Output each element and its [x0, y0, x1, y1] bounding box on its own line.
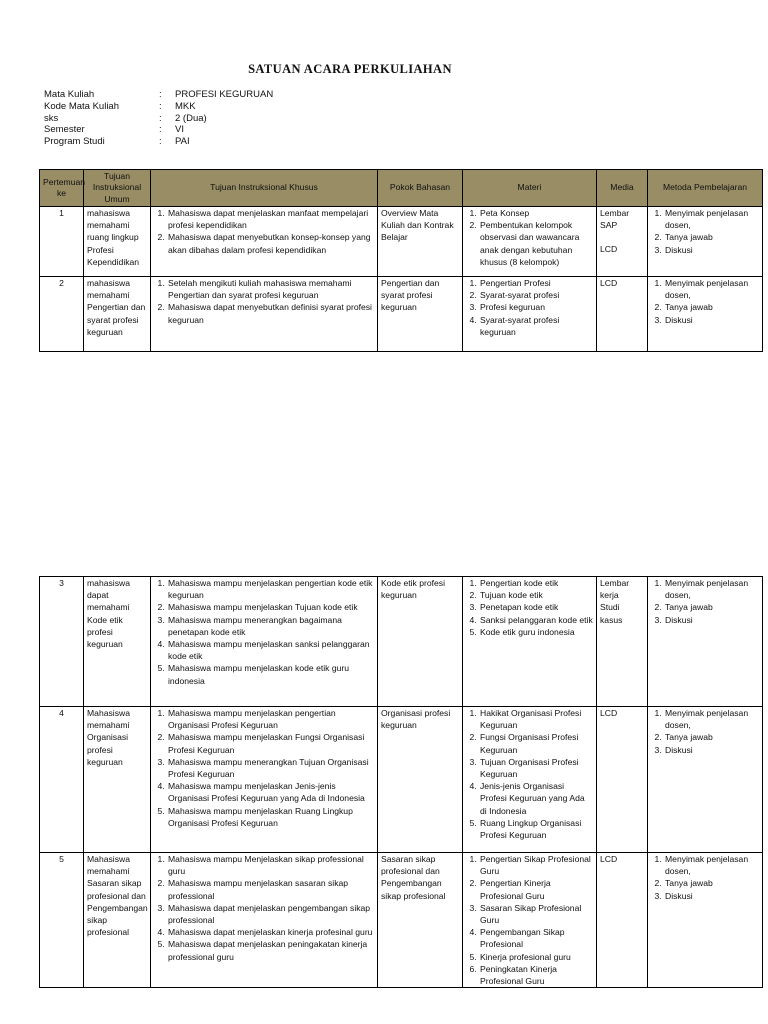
list-item: 1. Mahasiswa mampu menjelaskan pengertian Organisasi Profesi Keguruan — [167, 707, 374, 731]
list-item: 5. Mahasiswa dapat menjelaskan peningakatan kinerja professional guru — [167, 938, 374, 962]
course-info-label: Semester — [44, 124, 85, 136]
course-info-row — [44, 136, 273, 148]
method-list — [651, 277, 759, 326]
list-item: 5. Mahasiswa mampu menjelaskan kode etik guru indonesia — [167, 662, 374, 686]
topic: Overview Mata Kuliah dan Kontrak Belajar — [378, 207, 463, 277]
table-row — [40, 207, 763, 277]
specific-objectives — [151, 707, 378, 853]
course-info-label: Program Studi — [44, 136, 105, 148]
list-item: 6. Peningkatan Kinerja Profesional Guru — [479, 963, 593, 987]
sap-table-page-2 — [39, 576, 763, 988]
list-item: 2. Pengertian Kinerja Profesional Guru — [479, 877, 593, 901]
material — [463, 207, 597, 277]
list-item: 1. Menyimak penjelasan dosen, — [664, 277, 759, 301]
media-item: LCD — [600, 244, 618, 255]
list-item: 1. Pengertian Profesi — [479, 277, 593, 289]
method — [648, 707, 763, 853]
list-item: 3. Mahasiswa mampu menerangkan Tujuan Organisasi Profesi Keguruan — [167, 756, 374, 780]
header-specific-objective: Tujuan Instruksional Khusus — [151, 170, 378, 207]
course-info-row — [44, 124, 273, 136]
list-item: 3. Diskusi — [664, 614, 759, 626]
media — [597, 577, 648, 707]
specific-objectives — [151, 207, 378, 277]
list-item: 1. Menyimak penjelasan dosen, — [664, 853, 759, 877]
list-item: 2. Tujuan kode etik — [479, 589, 593, 601]
header-topic: Pokok Bahasan — [378, 170, 463, 207]
media-item: LCD — [600, 278, 618, 288]
list-item: 2. Mahasiswa dapat menyebutkan definisi syarat profesi keguruan — [167, 301, 374, 325]
method-list — [651, 207, 759, 256]
list-item: 3. Diskusi — [664, 744, 759, 756]
list-item: 4. Mahasiswa mampu menjelaskan Jenis-jenis Organisasi Profesi Keguruan yang Ada di Indonesia — [167, 780, 374, 804]
meeting-number: 5 — [40, 853, 84, 988]
topic: Kode etik profesi keguruan — [378, 577, 463, 707]
media — [597, 707, 648, 853]
general-objective: mahasiswa memahami ruang lingkup Profesi Kependidikan — [84, 207, 151, 277]
document-title: SATUAN ACARA PERKULIAHAN — [248, 62, 452, 76]
meeting-number: 4 — [40, 707, 84, 853]
media-item: LCD — [600, 854, 618, 864]
method-list — [651, 707, 759, 756]
list-item: 2. Fungsi Organisasi Profesi Keguruan — [479, 731, 593, 755]
list-item: 4. Mahasiswa mampu menjelaskan sanksi pelanggaran kode etik — [167, 638, 374, 662]
specific-objectives — [151, 577, 378, 707]
meeting-number: 3 — [40, 577, 84, 707]
method — [648, 277, 763, 352]
list-item: 2. Tanya jawab — [664, 877, 759, 889]
table-row — [40, 707, 763, 853]
list-item: 3. Sasaran Sikap Profesional Guru — [479, 902, 593, 926]
list-item: 4. Pengembangan Sikap Profesional — [479, 926, 593, 950]
course-info-value: PAI — [175, 136, 190, 148]
list-item: 3. Mahasiswa dapat menjelaskan pengembangan sikap professional — [167, 902, 374, 926]
list-item: 1. Menyimak penjelasan dosen, — [664, 207, 759, 231]
course-info-label: Mata Kuliah — [44, 89, 95, 100]
list-item: 4. Mahasiswa dapat menjelaskan kinerja profesinal guru — [167, 926, 374, 938]
list-item: 1. Pengertian Sikap Profesional Guru — [479, 853, 593, 877]
header-general-objective: Tujuan Instruksional Umum — [84, 170, 151, 207]
sap-table-page-1 — [39, 169, 763, 352]
list-item: 4. Sanksi pelanggaran kode etik — [479, 614, 593, 626]
course-info-value: MKK — [175, 100, 196, 112]
course-info-label: sks — [44, 112, 59, 124]
list-item: 3. Penetapan kode etik — [479, 601, 593, 613]
list-item: 2. Pembentukan kelompok observasi dan wawancara anak dengan kebutuhan khusus (8 kelompok) — [479, 219, 593, 268]
list-item: 2. Tanya jawab — [664, 731, 759, 743]
media-item: Studi kasus — [600, 602, 623, 625]
list-item: 3. Tujuan Organisasi Profesi Keguruan — [479, 756, 593, 780]
list-item: 2. Syarat-syarat profesi — [479, 289, 593, 301]
media-item: Lembar SAP — [600, 208, 630, 231]
topic: Organisasi profesi keguruan — [378, 707, 463, 853]
specific-objective-list — [154, 277, 374, 326]
method-list — [651, 577, 759, 626]
course-info-colon: : — [159, 124, 162, 136]
specific-objective-list — [154, 207, 374, 256]
list-item: 5. Kode etik guru indonesia — [479, 626, 593, 638]
list-item: 1. Mahasiswa dapat menjelaskan manfaat mempelajari profesi kependidikan — [167, 207, 374, 231]
course-info-colon: : — [159, 136, 162, 148]
list-item: 2. Mahasiswa dapat menyebutkan konsep-konsep yang akan dibahas dalam profesi kependidikan — [167, 231, 374, 255]
course-info-value: VI — [175, 124, 184, 136]
list-item: 1. Mahasiswa mampu Menjelaskan sikap professional guru — [167, 853, 374, 877]
method — [648, 577, 763, 707]
media-item: LCD — [600, 708, 618, 718]
list-item: 2. Mahasiswa mampu menjelaskan Fungsi Organisasi Profesi Keguruan — [167, 731, 374, 755]
list-item: 2. Tanya jawab — [664, 601, 759, 613]
list-item: 1. Mahasiswa mampu menjelaskan pengertian kode etik keguruan — [167, 577, 374, 601]
header-method: Metoda Pembelajaran — [648, 170, 763, 207]
method — [648, 853, 763, 988]
course-info-value: 2 (Dua) — [175, 112, 207, 124]
specific-objective-list — [154, 853, 374, 963]
list-item: 3. Diskusi — [664, 244, 759, 256]
media — [597, 277, 648, 352]
header-material: Materi — [463, 170, 597, 207]
list-item: 1. Menyimak penjelasan dosen, — [664, 707, 759, 731]
list-item: 4. Syarat-syarat profesi keguruan — [479, 314, 593, 338]
specific-objective-list — [154, 577, 374, 687]
specific-objective-list — [154, 707, 374, 829]
material-list — [466, 207, 593, 268]
general-objective: Mahasiswa memahami Sasaran sikap profesional dan Pengembangan sikap profesional — [84, 853, 151, 988]
course-info-colon: : — [159, 100, 162, 112]
header-media: Media — [597, 170, 648, 207]
list-item: 1. Setelah mengikuti kuliah mahasiswa memahami Pengertian dan syarat profesi keguruan — [167, 277, 374, 301]
media-item: Lembar kerja — [600, 578, 630, 601]
list-item: 1. Menyimak penjelasan dosen, — [664, 577, 759, 601]
topic: Pengertian dan syarat profesi keguruan — [378, 277, 463, 352]
table-row — [40, 277, 763, 352]
list-item: 4. Jenis-jenis Organisasi Profesi Keguruan yang Ada di Indonesia — [479, 780, 593, 817]
material — [463, 577, 597, 707]
list-item: 3. Profesi keguruan — [479, 301, 593, 313]
list-item: 2. Mahasiswa mampu menjelaskan sasaran sikap professional — [167, 877, 374, 901]
method-list — [651, 853, 759, 902]
list-item: 3. Mahasiswa mampu menerangkan bagaimana penetapan kode etik — [167, 614, 374, 638]
course-info-row — [44, 113, 273, 125]
material-list — [466, 707, 593, 841]
course-info — [44, 89, 273, 148]
list-item: 5. Ruang Lingkup Organisasi Profesi Keguruan — [479, 817, 593, 841]
table-row — [40, 577, 763, 707]
media — [597, 853, 648, 988]
list-item: 1. Hakikat Organisasi Profesi Keguruan — [479, 707, 593, 731]
material-list — [466, 853, 593, 987]
course-info-colon: : — [159, 89, 162, 100]
media-item — [600, 231, 644, 243]
specific-objectives — [151, 277, 378, 352]
list-item: 2. Tanya jawab — [664, 231, 759, 243]
material-list — [466, 277, 593, 338]
course-info-row — [44, 89, 273, 101]
meeting-number: 1 — [40, 207, 84, 277]
method — [648, 207, 763, 277]
course-info-colon: : — [159, 112, 162, 124]
meeting-number: 2 — [40, 277, 84, 352]
list-item: 5. Mahasiswa mampu menjelaskan Ruang Lingkup Organisasi Profesi Keguruan — [167, 805, 374, 829]
list-item: 1. Peta Konsep — [479, 207, 593, 219]
course-info-row — [44, 101, 273, 113]
specific-objectives — [151, 853, 378, 988]
media — [597, 207, 648, 277]
list-item: 1. Pengertian kode etik — [479, 577, 593, 589]
course-info-value: PROFESI KEGURUAN — [175, 89, 274, 100]
list-item: 5. Kinerja profesional guru — [479, 951, 593, 963]
course-info-label: Kode Mata Kuliah — [44, 100, 119, 112]
material — [463, 277, 597, 352]
list-item: 2. Mahasiswa mampu menjelaskan Tujuan kode etik — [167, 601, 374, 613]
list-item: 3. Diskusi — [664, 890, 759, 902]
material — [463, 853, 597, 988]
table-body — [40, 207, 763, 352]
header-meeting: Pertemuan ke — [40, 170, 84, 207]
general-objective: mahasiswa memahami Pengertian dan syarat profesi keguruan — [84, 277, 151, 352]
list-item: 3. Diskusi — [664, 314, 759, 326]
material-list — [466, 577, 593, 638]
material — [463, 707, 597, 853]
general-objective: mahasiswa dapat memahami Kode etik profesi keguruan — [84, 577, 151, 707]
general-objective: Mahasiswa memahami Organisasi profesi keguruan — [84, 707, 151, 853]
table-row — [40, 853, 763, 988]
table-body — [40, 577, 763, 988]
list-item: 2. Tanya jawab — [664, 301, 759, 313]
topic: Sasaran sikap profesional dan Pengembangan sikap profesional — [378, 853, 463, 988]
table-header-row — [40, 170, 763, 207]
